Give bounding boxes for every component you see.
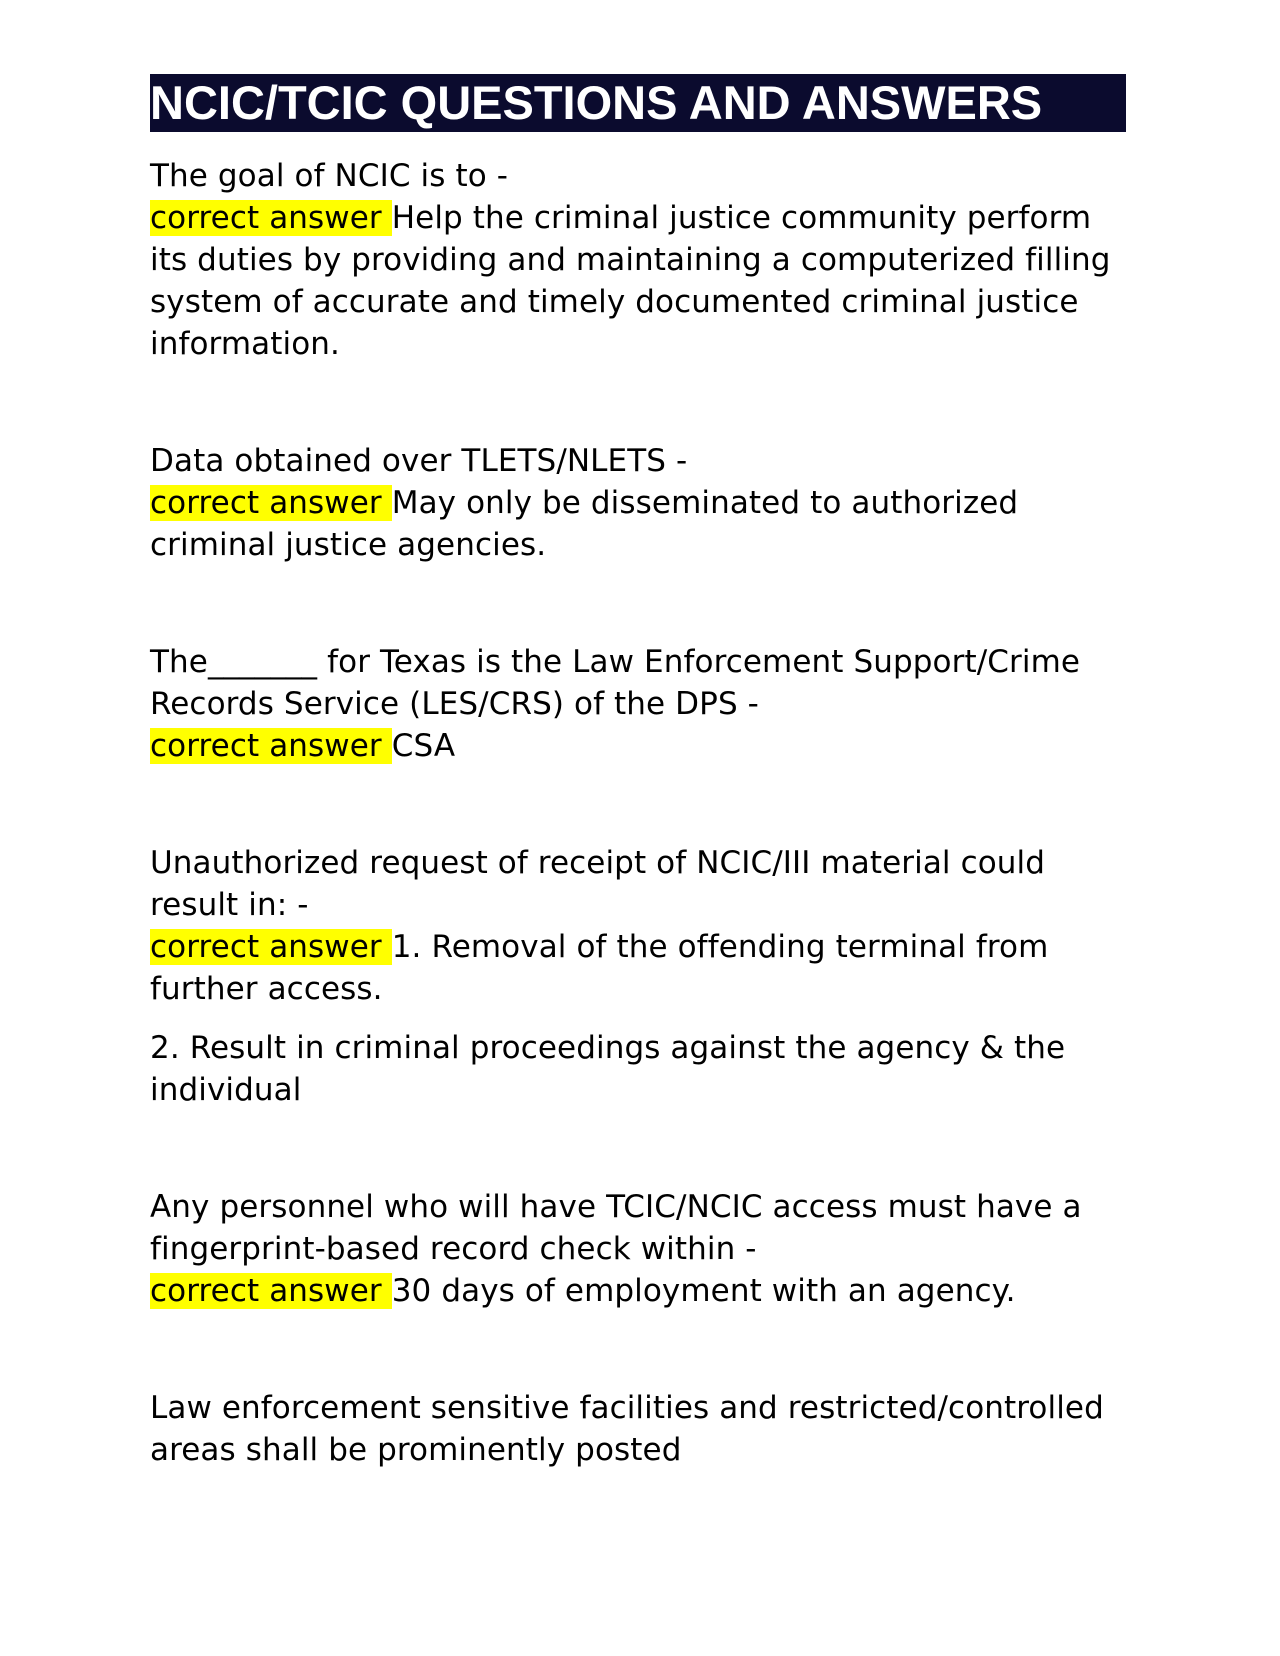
answer-text: Help the criminal justice community perform its duties by providing and maintaining a computerized filling system of accurate and timely documented criminal justice information. [150, 200, 1111, 362]
qa-item-tlets-nlets [150, 440, 1130, 566]
answer-paragraph [150, 926, 1130, 1010]
answer-text: CSA [391, 728, 456, 764]
answer-paragraph [150, 1270, 1130, 1312]
qa-item-csa [150, 641, 1130, 767]
correct-answer-label: correct answer [150, 485, 392, 521]
correct-answer-label: correct answer [150, 929, 392, 965]
qa-item-fingerprint-check [150, 1186, 1130, 1312]
question-text: Any personnel who will have TCIC/NCIC access must have a fingerprint-based record check within - [150, 1189, 1082, 1267]
question-text: Law enforcement sensitive facilities and restricted/controlled areas shall be prominently posted [150, 1390, 1104, 1468]
answer-extra-text: 2. Result in criminal proceedings against the agency & the individual [150, 1030, 1066, 1108]
correct-answer-label: correct answer [150, 728, 392, 764]
qa-item-unauthorized-request [150, 842, 1130, 1111]
answer-text: May only be disseminated to authorized criminal justice agencies. [150, 485, 1019, 563]
qa-item-goal-of-ncic [150, 155, 1130, 365]
correct-answer-label: correct answer [150, 200, 392, 236]
answer-paragraph [150, 482, 1130, 566]
question-text: Data obtained over TLETS/NLETS - [150, 443, 688, 479]
correct-answer-label: correct answer [150, 1273, 392, 1309]
document-page [150, 74, 1130, 1471]
question-text: The_______ for Texas is the Law Enforcement Support/Crime Records Service (LES/CRS) of the DPS - [150, 644, 1081, 722]
document-title: NCIC/TCIC QUESTIONS AND ANSWERS [150, 74, 1126, 132]
answer-paragraph [150, 725, 1130, 767]
question-text: Unauthorized request of receipt of NCIC/III material could result in: - [150, 845, 1046, 923]
qa-item-sensitive-facilities [150, 1387, 1130, 1471]
answer-text: 1. Removal of the offending terminal from further access. [150, 929, 1049, 1007]
answer-text: 30 days of employment with an agency. [391, 1273, 1016, 1309]
question-text: The goal of NCIC is to - [150, 158, 509, 194]
answer-paragraph [150, 197, 1130, 365]
